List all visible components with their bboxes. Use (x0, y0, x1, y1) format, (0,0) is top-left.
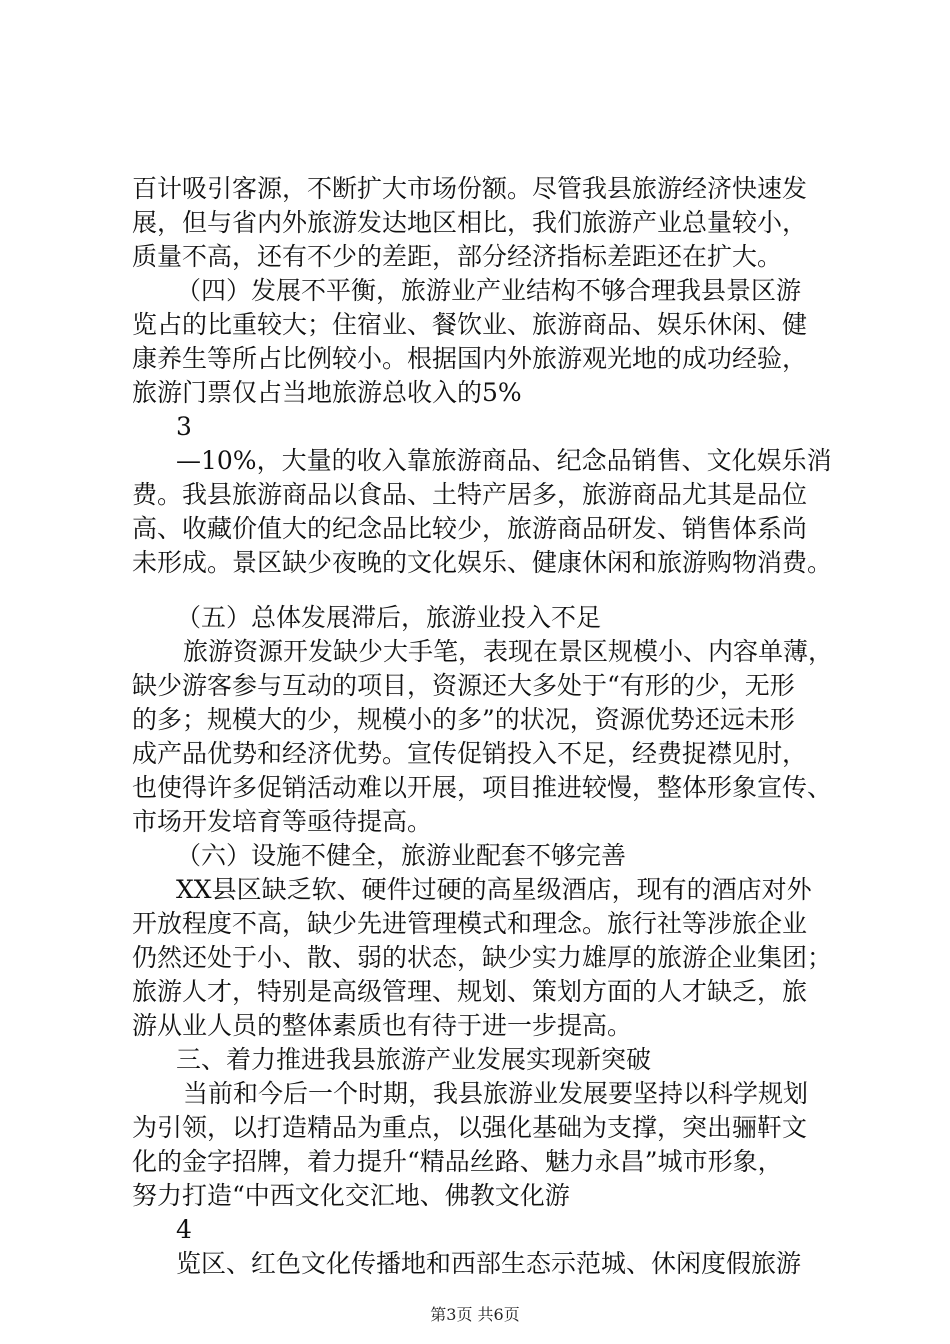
text-line: 旅游人才，特别是高级管理、规划、策划方面的人才缺乏，旅 (132, 977, 808, 1006)
text-line: 也使得许多促销活动难以开展，项目推进较慢，整体形象宣传、 (132, 773, 833, 802)
text-line: 未形成。景区缺少夜晚的文化娱乐、健康休闲和旅游购物消费。 (132, 548, 833, 577)
text-line: 费。我县旅游商品以食品、土特产居多，旅游商品尤其是品位 (132, 480, 808, 509)
text-line: 当前和今后一个时期，我县旅游业发展要坚持以科学规划 (183, 1079, 809, 1108)
text-line: 高、收藏价值大的纪念品比较少，旅游商品研发、销售体系尚 (132, 514, 808, 543)
text-line: 览占的比重较大；住宿业、餐饮业、旅游商品、娱乐休闲、健 (132, 310, 808, 339)
text-line: 市场开发培育等亟待提高。 (132, 807, 433, 836)
text-line: XX县区缺乏软、硬件过硬的高星级酒店，现有的酒店对外 (176, 875, 812, 904)
text-line: 努力打造“中西文化交汇地、佛教文化游 (132, 1181, 570, 1210)
text-line: —10%，大量的收入靠旅游商品、纪念品销售、文化娱乐消 (176, 446, 832, 475)
text-line: 的多；规模大的少，规模小的多”的状况，资源优势还远未形 (132, 705, 795, 734)
text-line: 旅游资源开发缺少大手笔，表现在景区规模小、内容单薄， (183, 637, 834, 666)
page-footer: 第3页 共6页 (430, 1305, 520, 1324)
text-line: 展，但与省内外旅游发达地区相比，我们旅游产业总量较小， (132, 208, 808, 237)
text-line: 览区、红色文化传播地和西部生态示范城、休闲度假旅游 (176, 1249, 802, 1278)
text-line: 成产品优势和经济优势。宣传促销投入不足，经费捉襟见肘， (132, 739, 808, 768)
section-heading: （五）总体发展滞后，旅游业投入不足 (176, 603, 602, 632)
text-line: 开放程度不高，缺少先进管理模式和理念。旅行社等涉旅企业 (132, 909, 808, 938)
text-line: 游从业人员的整体素质也有待于进一步提高。 (132, 1011, 633, 1040)
text-line: 缺少游客参与互动的项目，资源还大多处于“有形的少，无形 (132, 671, 795, 700)
section-heading: 三、着力推进我县旅游产业发展实现新突破 (176, 1045, 652, 1074)
text-line: 为引领，以打造精品为重点，以强化基础为支撑，突出骊靬文 (132, 1113, 808, 1142)
text-line: 仍然还处于小、散、弱的状态，缺少实力雄厚的旅游企业集团； (132, 943, 833, 972)
page-number-marker: 4 (176, 1215, 192, 1244)
text-line: 百计吸引客源，不断扩大市场份额。尽管我县旅游经济快速发 (132, 174, 808, 203)
paragraph-heading: （四）发展不平衡，旅游业产业结构不够合理我县景区游 (176, 276, 802, 305)
section-heading: （六）设施不健全，旅游业配套不够完善 (176, 841, 627, 870)
page-number-marker: 3 (176, 412, 192, 441)
text-line: 旅游门票仅占当地旅游总收入的5% (132, 378, 522, 407)
text-line: 康养生等所占比例较小。根据国内外旅游观光地的成功经验， (132, 344, 808, 373)
text-line: 化的金字招牌，着力提升“精品丝路、魅力永昌”城市形象， (132, 1147, 783, 1176)
text-line: 质量不高，还有不少的差距，部分经济指标差距还在扩大。 (132, 242, 783, 271)
